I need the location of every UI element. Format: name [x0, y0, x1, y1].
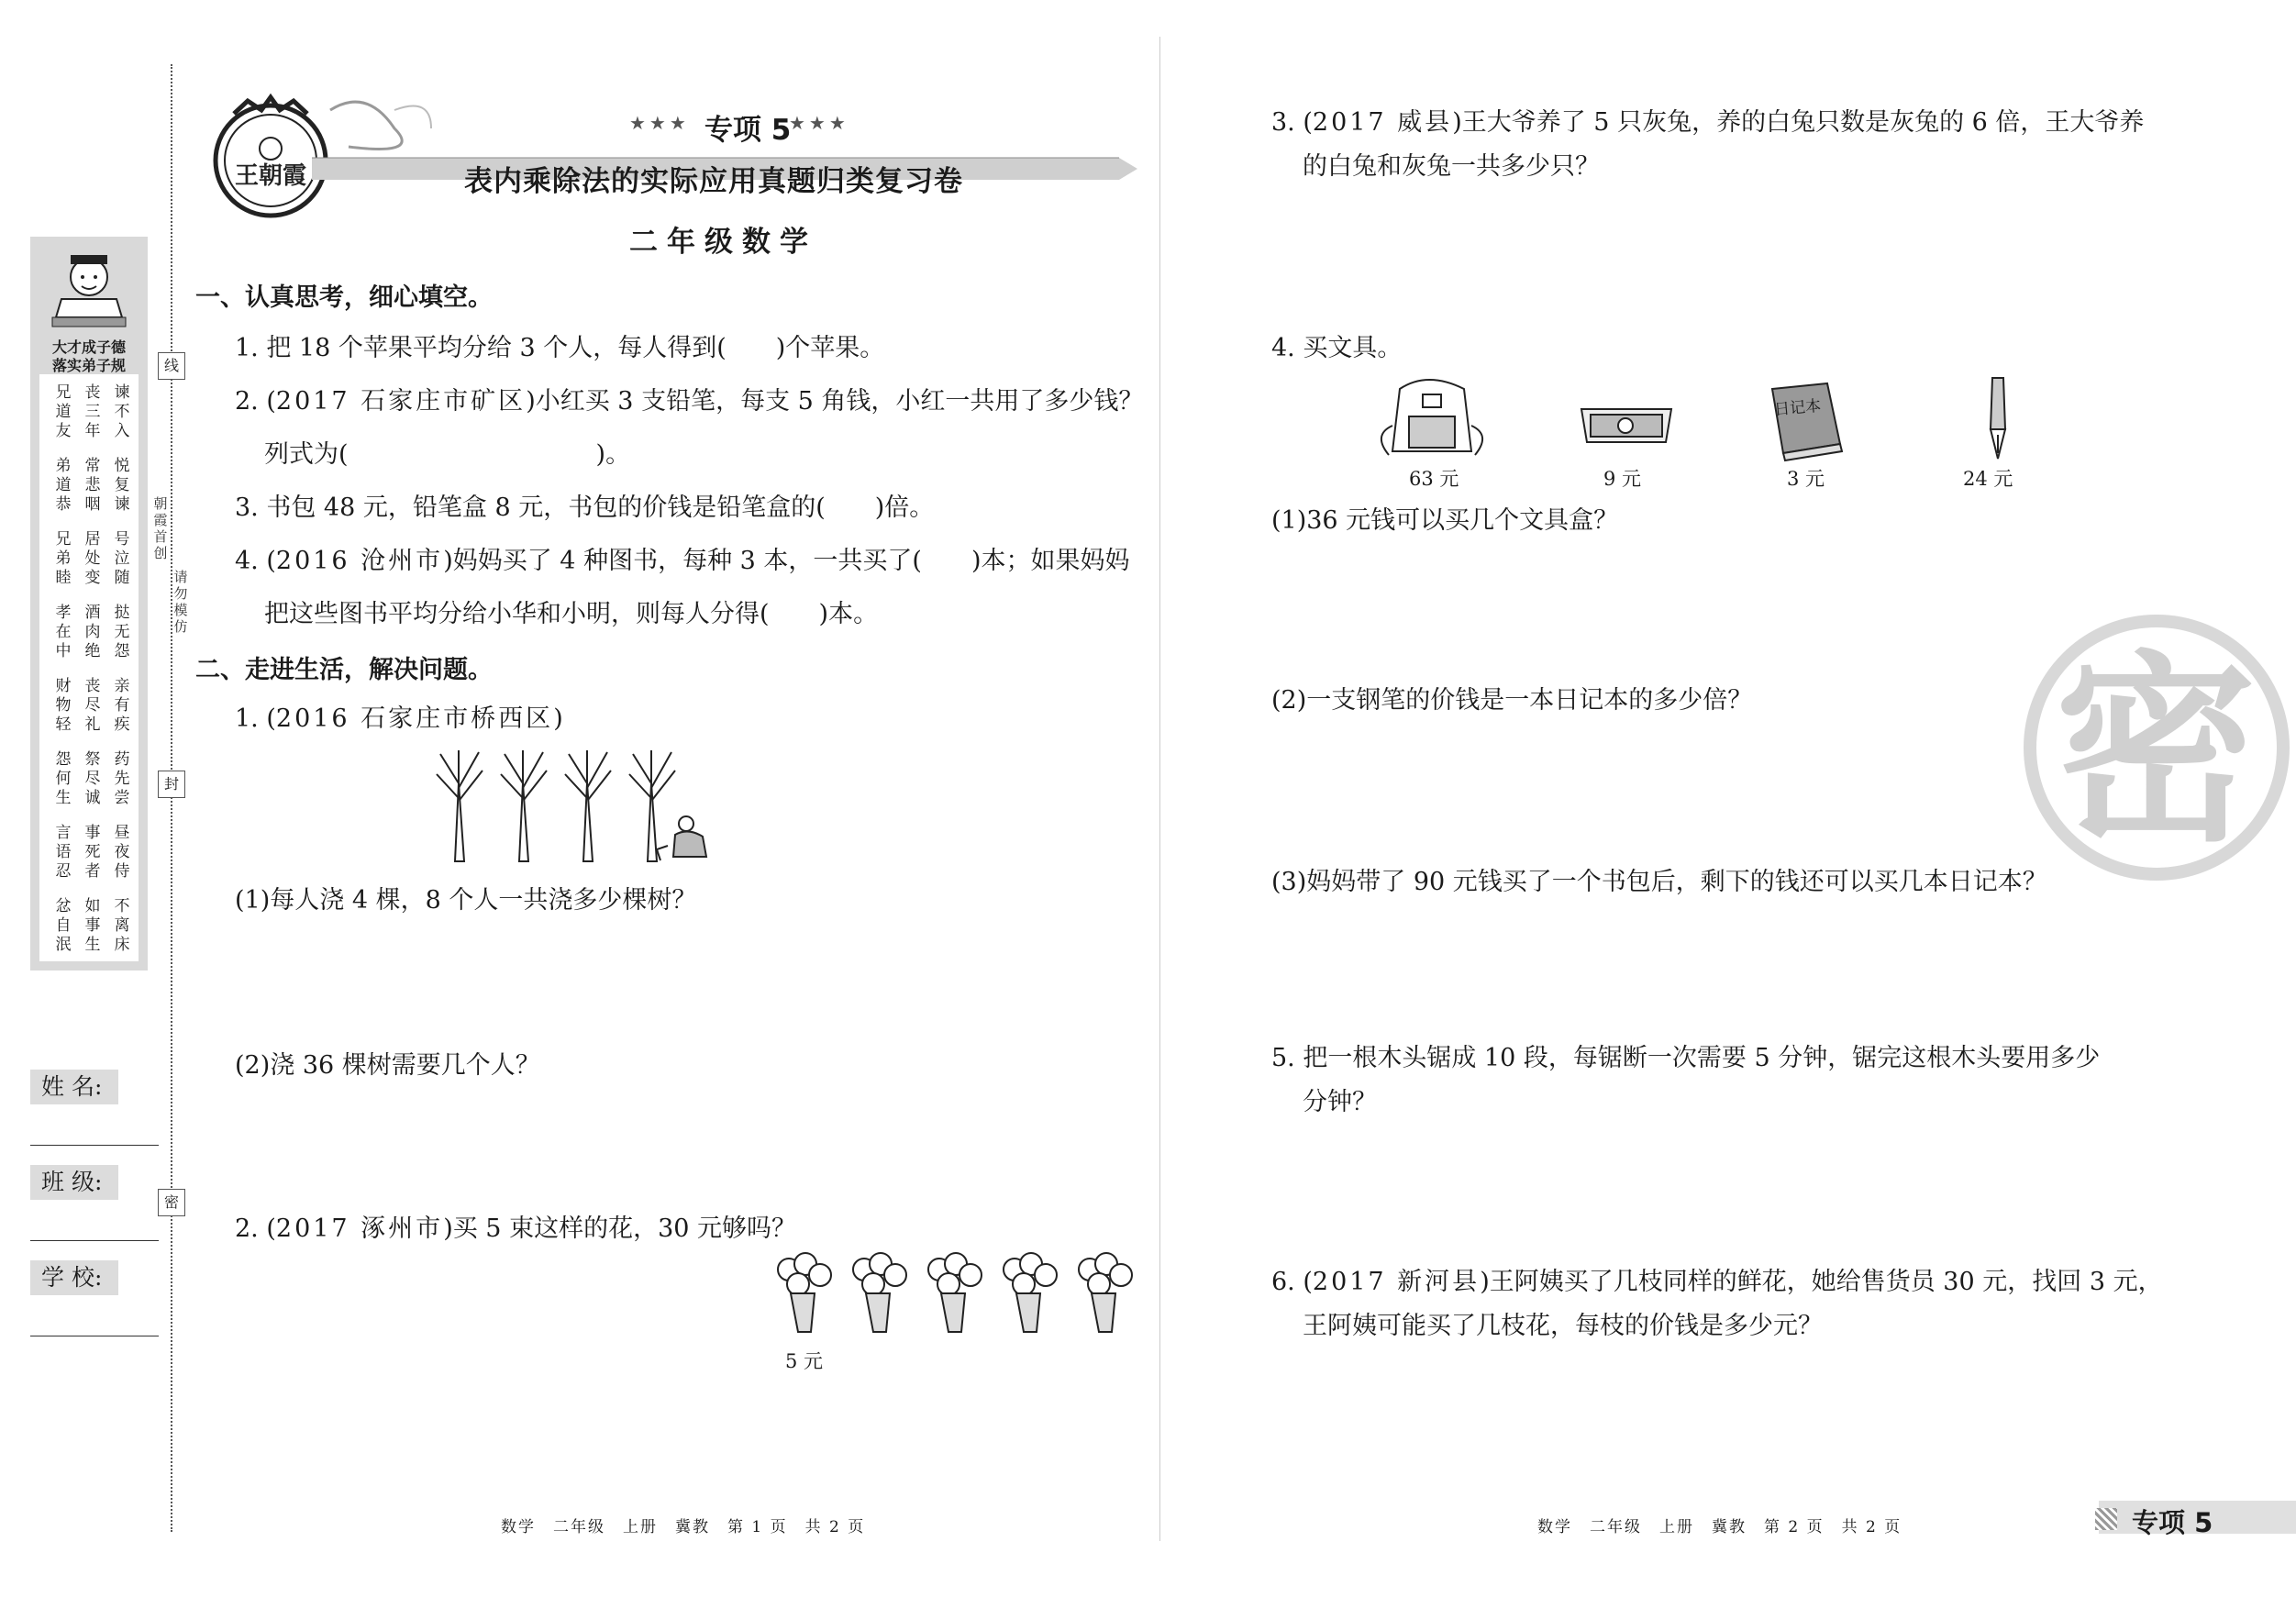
header-stars-right: ★★★	[789, 112, 849, 134]
fill-question-2-line2: 列式为( )。	[264, 440, 631, 469]
name-line[interactable]	[30, 1145, 159, 1146]
corner-pattern-icon	[2095, 1508, 2117, 1530]
side-note-original: 朝 霞 首 创	[153, 495, 168, 561]
side-note-no-copy: 请 勿 模 仿	[173, 569, 188, 635]
question-source: 2016 石家庄市桥西区	[275, 704, 554, 733]
problem-2: 2. (2017 涿州市)买 5 束这样的花，30 元够吗？	[235, 1214, 797, 1243]
motto-line-1: 大才成子德	[51, 338, 126, 356]
motto-column: 丧 尽 礼	[84, 677, 101, 734]
corner-topic-badge: 专项 5	[2132, 1507, 2213, 1538]
motto-line-2: 落实弟子规	[51, 357, 126, 374]
problem-6-line2: 王阿姨可能买了几枝花，每枝的价钱是多少元？	[1303, 1312, 1823, 1340]
secret-watermark-seal	[2024, 615, 2290, 881]
motto-column: 言 语 忍	[55, 824, 72, 881]
school-label: 学 校:	[30, 1260, 118, 1295]
class-line[interactable]	[30, 1240, 159, 1241]
motto-column: 忿 自 泯	[55, 897, 72, 954]
question-source: 2016 沧州市	[275, 547, 444, 575]
motto-column: 孝 在 中	[55, 604, 72, 660]
section-2-heading: 二、走进生活，解决问题。	[195, 656, 493, 684]
motto-column: 居 处 变	[84, 530, 101, 587]
motto-column: 酒 肉 绝	[84, 604, 101, 660]
header-stars-left: ★★★	[629, 112, 690, 134]
motto-column: 事 死 者	[84, 824, 101, 881]
notebook-label: 日记本	[1773, 396, 1822, 420]
motto-column: 怨 何 生	[55, 750, 72, 807]
page-divider	[1159, 37, 1160, 1541]
motto-column: 兄 弟 睦	[55, 530, 72, 587]
section-1-heading: 一、认真思考，细心填空。	[195, 283, 493, 312]
page-subtitle: 二年级数学	[629, 226, 817, 259]
motto-column: 悦 复 谏	[114, 457, 130, 514]
fountain-pen-icon	[1980, 374, 2016, 462]
question-source: 2017 涿州市	[275, 1214, 444, 1243]
motto-column: 挞 无 怨	[114, 604, 130, 660]
page-1-footer: 数学 二年级 上册 冀教 第 1 页 共 2 页	[501, 1518, 866, 1536]
backpack-price: 63 元	[1409, 468, 1459, 490]
binding-mark-feng: 封	[158, 771, 185, 798]
notebook-price: 3 元	[1787, 468, 1825, 490]
flower-price-label: 5 元	[785, 1350, 824, 1372]
problem-4-part-2: (2)一支钢笔的价钱是一本日记本的多少倍？	[1271, 686, 1753, 715]
page-2-footer: 数学 二年级 上册 冀教 第 2 页 共 2 页	[1537, 1518, 1902, 1536]
svg-text:王朝霞: 王朝霞	[234, 162, 307, 190]
problem-1-part-2: (2)浇 36 棵树需要几个人？	[235, 1051, 540, 1080]
pencil-case-icon	[1576, 398, 1677, 453]
problem-3-line2: 的白兔和灰兔一共多少只？	[1303, 152, 1600, 181]
question-source: 2017 新河县	[1312, 1268, 1481, 1296]
page-title: 表内乘除法的实际应用真题归类复习卷	[464, 165, 963, 198]
problem-4: 4. 买文具。	[1271, 334, 1403, 362]
fill-question-3: 3. 书包 48 元，铅笔盒 8 元，书包的价钱是铅笔盒的( )倍。	[235, 494, 935, 522]
motto-column: 祭 尽 诚	[84, 750, 101, 807]
name-label: 姓 名:	[30, 1070, 118, 1104]
motto-column: 如 事 生	[84, 897, 101, 954]
motto-column: 亲 有 疾	[114, 677, 130, 734]
flower-bouquets-icon	[769, 1249, 1145, 1337]
class-label: 班 级:	[30, 1165, 118, 1200]
fill-question-4-line2: 把这些图书平均分给小华和小明，则每人分得( )本。	[264, 600, 879, 628]
motto-column: 财 物 轻	[55, 677, 72, 734]
problem-6: 6. (2017 新河县)王阿姨买了几枝同样的鲜花，她给售货员 30 元，找回 3 元，	[1271, 1268, 2163, 1296]
motto-column: 不 离 床	[114, 897, 130, 954]
binding-mark-xian: 线	[158, 352, 185, 380]
motto-column: 号 泣 随	[114, 530, 130, 587]
motto-column: 药 先 尝	[114, 750, 130, 807]
problem-3: 3. (2017 威县)王大爷养了 5 只灰兔，养的白兔只数是灰兔的 6 倍，王大爷养	[1271, 108, 2145, 137]
binding-mark-mi: 密	[158, 1189, 185, 1216]
motto-column: 弟 道 恭	[55, 457, 72, 514]
motto-column: 昼 夜 侍	[114, 824, 130, 881]
notebook-icon	[1763, 380, 1846, 462]
scholar-illustration-icon	[43, 244, 135, 336]
problem-5: 5. 把一根木头锯成 10 段，每锯断一次需要 5 分钟，锯完这根木头要用多少	[1271, 1044, 2101, 1072]
binding-dotted-line	[171, 64, 172, 1532]
problem-1-part-1: (1)每人浇 4 棵，8 个人一共浇多少棵树？	[235, 886, 697, 915]
fill-question-4: 4. (2016 沧州市)妈妈买了 4 种图书，每种 3 本，一共买了( )本；如果妈妈	[235, 547, 1130, 575]
topic-badge: 专项 5	[704, 114, 792, 147]
motto-column: 兄 道 友	[55, 383, 72, 440]
problem-4-part-1: (1)36 元钱可以买几个文具盒？	[1271, 506, 1619, 535]
pen-price: 24 元	[1963, 468, 2013, 490]
question-source: 2017 威县	[1312, 108, 1453, 137]
backpack-icon	[1372, 371, 1501, 462]
problem-5-line2: 分钟？	[1303, 1088, 1377, 1116]
pencil-case-price: 9 元	[1603, 468, 1642, 490]
trees-and-gardener-icon	[427, 747, 721, 866]
watermark-character: 密	[2055, 634, 2257, 869]
motto-column: 丧 三 年	[84, 383, 101, 440]
fill-question-2: 2. (2017 石家庄市矿区)小红买 3 支铅笔，每支 5 角钱，小红一共用了多少钱？	[235, 387, 1144, 416]
motto-column: 常 悲 咽	[84, 457, 101, 514]
fill-question-1: 1. 把 18 个苹果平均分给 3 个人，每人得到( )个苹果。	[235, 334, 885, 362]
problem-1: 1. (2016 石家庄市桥西区)	[235, 704, 563, 733]
problem-4-part-3: (3)妈妈带了 90 元钱买了一个书包后，剩下的钱还可以买几本日记本？	[1271, 868, 2047, 896]
question-source: 2017 石家庄市矿区	[275, 387, 527, 416]
motto-column: 谏 不 入	[114, 383, 130, 440]
